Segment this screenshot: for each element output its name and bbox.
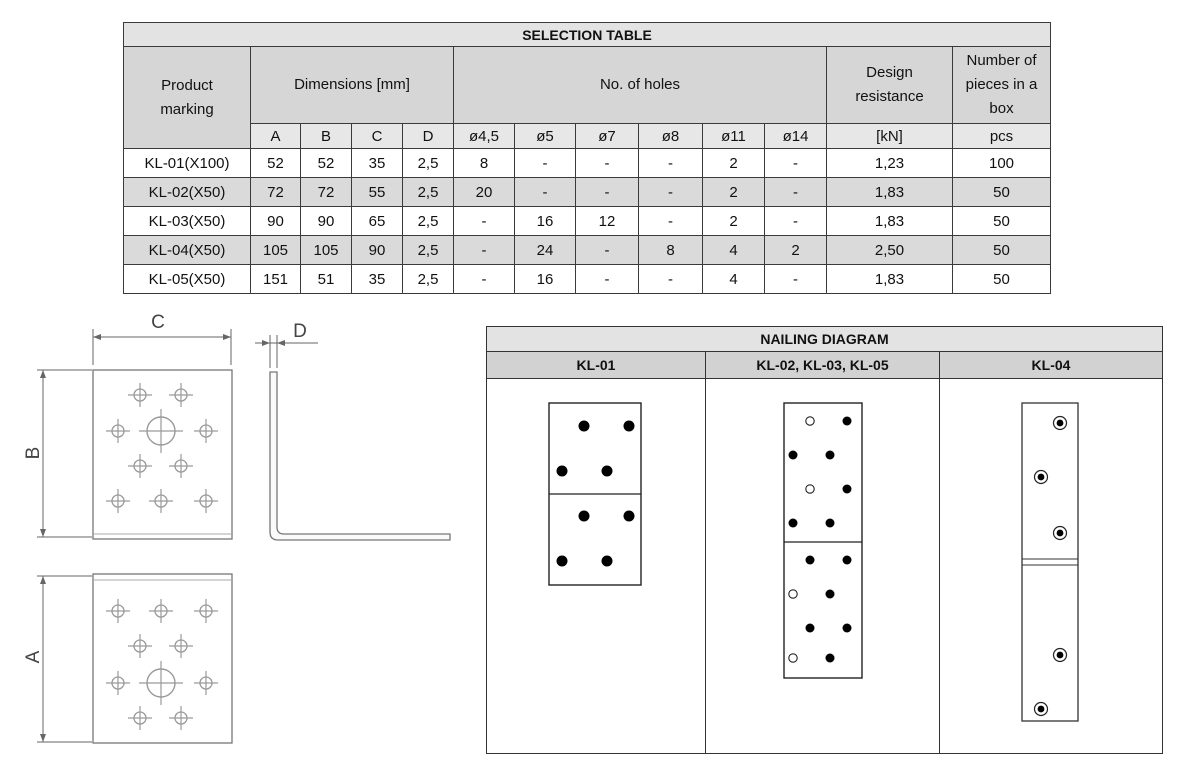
- cell-hole-5: -: [515, 178, 576, 207]
- label-b: B: [23, 446, 44, 460]
- nailing-diagram: [486, 326, 1163, 754]
- cell-hole-5: 16: [515, 207, 576, 236]
- subheader-kn: [kN]: [827, 124, 953, 149]
- nailing-cell-kl02-03-05: [706, 379, 940, 754]
- subheader-hole-4-5: ø4,5: [454, 124, 515, 149]
- label-d: D: [293, 321, 307, 342]
- cell-d: 2,5: [403, 149, 454, 178]
- cell-hole-11: 4: [703, 265, 765, 294]
- cell-kn: 1,83: [827, 178, 953, 207]
- cell-mark: KL-01(X100): [124, 149, 251, 178]
- cell-hole-8: 8: [639, 236, 703, 265]
- nailing-cell-kl04: [940, 379, 1163, 754]
- cell-hole-14: 2: [765, 236, 827, 265]
- cell-pcs: 50: [953, 207, 1051, 236]
- cell-mark: KL-04(X50): [124, 236, 251, 265]
- selection-table: [123, 22, 1051, 294]
- cell-hole-4-5: -: [454, 265, 515, 294]
- cell-kn: 2,50: [827, 236, 953, 265]
- cell-hole-8: -: [639, 207, 703, 236]
- cell-c: 90: [352, 236, 403, 265]
- nailing-column-kl04: KL-04: [940, 352, 1163, 379]
- cell-c: 35: [352, 149, 403, 178]
- cell-pcs: 50: [953, 265, 1051, 294]
- dimension-a: [23, 576, 92, 742]
- bracket-side-view: [270, 372, 450, 540]
- subheader-pcs: pcs: [953, 124, 1051, 149]
- subheader-a: A: [251, 124, 301, 149]
- nailing-column-kl02-03-05: KL-02, KL-03, KL-05: [706, 352, 940, 379]
- subheader-d: D: [403, 124, 454, 149]
- header-holes: No. of holes: [454, 47, 827, 124]
- cell-mark: KL-05(X50): [124, 265, 251, 294]
- cell-a: 72: [251, 178, 301, 207]
- cell-hole-7: 12: [576, 207, 639, 236]
- cell-hole-8: -: [639, 149, 703, 178]
- label-a: A: [23, 650, 44, 664]
- table-row: [124, 178, 1051, 207]
- header-pieces-in-box: Number of pieces in a box: [953, 47, 1051, 124]
- cell-b: 72: [301, 178, 352, 207]
- cell-pcs: 50: [953, 236, 1051, 265]
- cell-hole-8: -: [639, 178, 703, 207]
- nailing-column-kl01: KL-01: [487, 352, 706, 379]
- nailing-pattern-kl02-03-05: [706, 379, 940, 753]
- cell-hole-5: -: [515, 149, 576, 178]
- cell-hole-4-5: -: [454, 207, 515, 236]
- label-c: C: [151, 312, 165, 333]
- cell-mark: KL-02(X50): [124, 178, 251, 207]
- cell-hole-7: -: [576, 178, 639, 207]
- cell-hole-14: -: [765, 265, 827, 294]
- dimension-d: [255, 321, 318, 368]
- cell-hole-4-5: 8: [454, 149, 515, 178]
- table-row: [124, 207, 1051, 236]
- cell-hole-11: 2: [703, 207, 765, 236]
- subheader-hole-7: ø7: [576, 124, 639, 149]
- cell-hole-8: -: [639, 265, 703, 294]
- cell-hole-11: 2: [703, 178, 765, 207]
- cell-d: 2,5: [403, 265, 454, 294]
- bracket-bottom-view: [93, 574, 232, 743]
- cell-hole-7: -: [576, 265, 639, 294]
- cell-hole-14: -: [765, 149, 827, 178]
- cell-hole-11: 2: [703, 149, 765, 178]
- cell-hole-11: 4: [703, 236, 765, 265]
- header-dimensions: Dimensions [mm]: [251, 47, 454, 124]
- cell-pcs: 100: [953, 149, 1051, 178]
- cell-b: 105: [301, 236, 352, 265]
- table-row: [124, 236, 1051, 265]
- cell-hole-14: -: [765, 178, 827, 207]
- selection-table-title: SELECTION TABLE: [124, 23, 1051, 47]
- cell-a: 151: [251, 265, 301, 294]
- subheader-hole-14: ø14: [765, 124, 827, 149]
- cell-d: 2,5: [403, 178, 454, 207]
- subheader-hole-5: ø5: [515, 124, 576, 149]
- nailing-pattern-kl04: [940, 379, 1163, 753]
- table-row: [124, 265, 1051, 294]
- cell-hole-14: -: [765, 207, 827, 236]
- cell-pcs: 50: [953, 178, 1051, 207]
- subheader-b: B: [301, 124, 352, 149]
- cell-hole-7: -: [576, 236, 639, 265]
- bracket-front-view: [93, 370, 232, 539]
- dimension-b: [23, 370, 92, 537]
- cell-hole-5: 24: [515, 236, 576, 265]
- cell-c: 35: [352, 265, 403, 294]
- cell-hole-7: -: [576, 149, 639, 178]
- cell-mark: KL-03(X50): [124, 207, 251, 236]
- cell-hole-4-5: -: [454, 236, 515, 265]
- nailing-diagram-title: NAILING DIAGRAM: [487, 327, 1163, 352]
- cell-kn: 1,23: [827, 149, 953, 178]
- cell-a: 105: [251, 236, 301, 265]
- cell-a: 52: [251, 149, 301, 178]
- cell-a: 90: [251, 207, 301, 236]
- cell-b: 51: [301, 265, 352, 294]
- nailing-cell-kl01: [487, 379, 706, 754]
- cell-b: 52: [301, 149, 352, 178]
- subheader-hole-8: ø8: [639, 124, 703, 149]
- cell-d: 2,5: [403, 207, 454, 236]
- cell-kn: 1,83: [827, 265, 953, 294]
- subheader-hole-11: ø11: [703, 124, 765, 149]
- bracket-drawing: [0, 310, 470, 760]
- header-design-resistance: Design resistance: [827, 47, 953, 124]
- cell-hole-4-5: 20: [454, 178, 515, 207]
- table-row: [124, 149, 1051, 178]
- cell-c: 65: [352, 207, 403, 236]
- dimension-c: [93, 312, 231, 365]
- cell-c: 55: [352, 178, 403, 207]
- cell-kn: 1,83: [827, 207, 953, 236]
- subheader-c: C: [352, 124, 403, 149]
- cell-d: 2,5: [403, 236, 454, 265]
- nailing-pattern-kl01: [487, 379, 706, 753]
- header-product-marking: Product marking: [124, 47, 251, 149]
- cell-b: 90: [301, 207, 352, 236]
- cell-hole-5: 16: [515, 265, 576, 294]
